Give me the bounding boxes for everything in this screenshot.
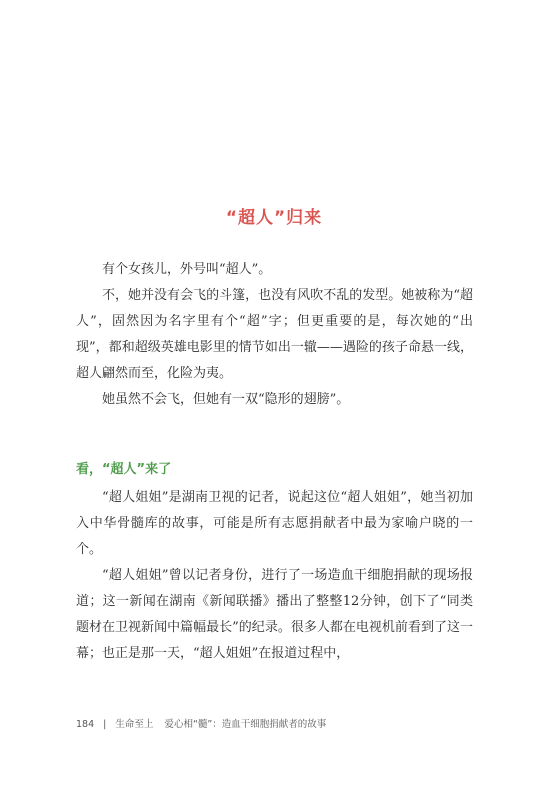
page-number: 184 — [76, 719, 95, 730]
paragraph: “超人姐姐”是湖南卫视的记者，说起这位“超人姐姐”，她当初加入中华骨髓库的故事，可能是所有志愿捐献者中最为家喻户晓的一个。 — [76, 490, 473, 557]
page-footer — [76, 716, 326, 730]
book-part-label: 生命至上 — [115, 719, 154, 730]
intro-text — [76, 257, 473, 413]
paragraph: 不，她并没有会飞的斗篷，也没有风吹不乱的发型。她被称为“超人”，固然因为名字里有个“超”字；但更重要的是，每次她的“出现”，都和超级英雄电影里的情节如出一辙——遇险的孩子命悬一线，超人翩然而至，化险为夷。 — [76, 288, 473, 381]
chapter-title: “超人”归来 — [225, 208, 323, 228]
section-text — [76, 485, 473, 667]
book-title-label: 爱心相“髓”：造血干细胞捐献者的故事 — [164, 719, 327, 730]
paragraph: “超人姐姐”曾以记者身份，进行了一场造血干细胞捐献的现场报道；这一新闻在湖南《新闻联播》播出了整整12分钟，创下了“同类题材在卫视新闻中篇幅最长”的纪录。很多人都在电视机前看到了这一幕；也正是那一天，“超人姐姐”在报道过程中， — [76, 568, 473, 661]
footer-separator: | — [103, 719, 107, 730]
paragraph: 她虽然不会飞，但她有一双“隐形的翅膀”。 — [102, 392, 350, 407]
section-heading: 看，“超人”来了 — [76, 462, 172, 477]
paragraph: 有个女孩儿，外号叫“超人”。 — [102, 262, 272, 277]
